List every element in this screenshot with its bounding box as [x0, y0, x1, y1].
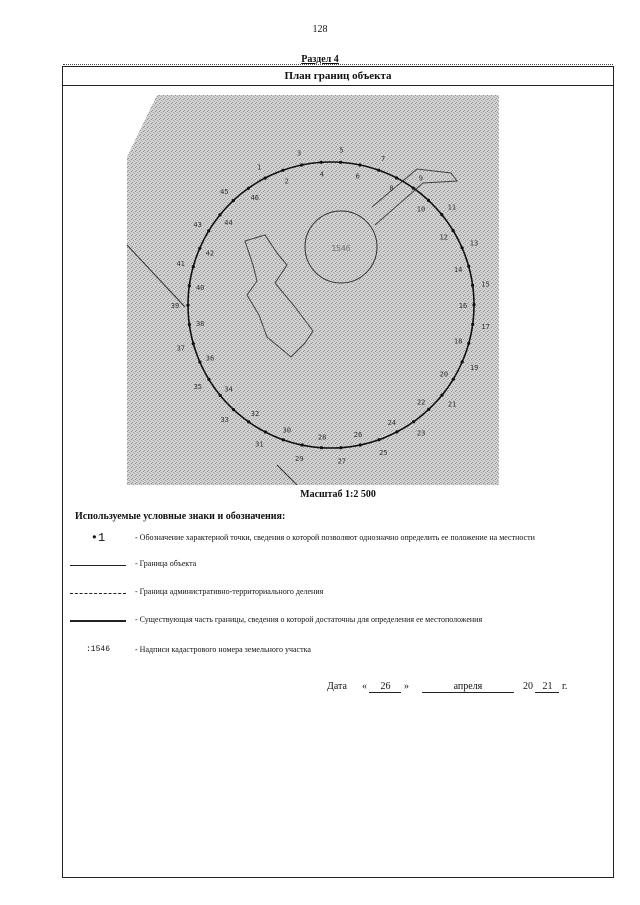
boundary-plan-frame — [62, 66, 614, 878]
boundary-point-label-3: 3 — [296, 149, 302, 158]
boundary-point-6 — [358, 163, 361, 166]
boundary-point-label-1: 1 — [256, 163, 262, 172]
boundary-point-label-19: 19 — [469, 364, 479, 372]
boundary-point-17 — [471, 323, 474, 326]
legend-text-admin-boundary: - Граница административно-территориального деления — [135, 587, 324, 596]
boundary-point-label-44: 44 — [224, 218, 233, 227]
boundary-point-28 — [320, 446, 323, 449]
boundary-point-26 — [359, 443, 362, 446]
boundary-point-label-45: 45 — [220, 188, 229, 197]
boundary-point-label-42: 42 — [205, 249, 215, 258]
cadastral-number-symbol: :1546 — [85, 645, 110, 654]
boundary-point-12 — [452, 229, 455, 232]
boundary-point-label-33: 33 — [220, 416, 229, 425]
boundary-point-21 — [440, 394, 443, 397]
boundary-point-label-2: 2 — [284, 177, 289, 186]
boundary-point-label-41: 41 — [176, 260, 185, 269]
boundary-point-34 — [219, 394, 222, 397]
date-line — [327, 681, 567, 693]
boundary-point-22 — [427, 408, 430, 411]
date-year-suffix: 21 — [535, 681, 559, 693]
boundary-point-4 — [320, 161, 323, 164]
boundary-point-11 — [440, 213, 443, 216]
boundary-point-9 — [412, 187, 415, 190]
boundary-map — [127, 95, 499, 485]
boundary-point-label-24: 24 — [387, 419, 397, 428]
boundary-point-10 — [427, 199, 430, 202]
boundary-point-label-10: 10 — [416, 205, 426, 214]
boundary-point-label-30: 30 — [282, 426, 292, 435]
boundary-point-label-38: 38 — [195, 320, 205, 329]
thick-line-symbol — [67, 615, 129, 625]
boundary-point-label-43: 43 — [193, 221, 202, 230]
boundary-point-37 — [192, 342, 195, 345]
boundary-point-label-25: 25 — [379, 448, 388, 457]
inner-parcel-label: 1546 — [331, 244, 351, 253]
boundary-point-24 — [395, 430, 398, 433]
boundary-point-label-22: 22 — [416, 398, 426, 407]
boundary-point-38 — [188, 323, 191, 326]
boundary-point-3 — [300, 163, 303, 166]
date-close-quote: » — [403, 681, 409, 692]
boundary-point-label-17: 17 — [481, 323, 490, 332]
boundary-point-32 — [247, 420, 250, 423]
legend-text-point: - Обозначение характерной точки, сведения о которой позволяют однозначно определить ее положение на местности — [135, 533, 535, 542]
boundary-point-label-12: 12 — [439, 233, 448, 242]
boundary-point-1 — [264, 177, 267, 180]
boundary-point-23 — [412, 420, 415, 423]
boundary-point-44 — [218, 213, 221, 216]
boundary-point-25 — [377, 438, 380, 441]
boundary-point-label-29: 29 — [295, 454, 304, 463]
boundary-point-35 — [207, 378, 210, 381]
boundary-point-label-40: 40 — [195, 284, 205, 293]
boundary-point-33 — [232, 408, 235, 411]
boundary-point-label-37: 37 — [176, 344, 186, 353]
boundary-point-2 — [281, 169, 284, 172]
boundary-point-label-6: 6 — [355, 172, 360, 181]
boundary-point-label-15: 15 — [481, 280, 490, 289]
boundary-point-41 — [192, 265, 195, 268]
legend-title: Используемые условные знаки и обозначения: — [75, 511, 286, 522]
boundary-point-39 — [186, 304, 189, 307]
date-day: 26 — [369, 681, 401, 693]
frame-title: План границ объекта — [63, 67, 613, 86]
characteristic-point-symbol: •1 — [90, 531, 106, 545]
boundary-point-label-36: 36 — [205, 354, 215, 363]
boundary-point-27 — [339, 446, 342, 449]
boundary-point-13 — [461, 246, 464, 249]
boundary-point-label-5: 5 — [339, 146, 344, 155]
boundary-point-7 — [377, 169, 380, 172]
boundary-point-label-18: 18 — [453, 337, 463, 346]
dashed-line-symbol — [67, 587, 129, 597]
boundary-point-45 — [232, 199, 235, 202]
boundary-point-16 — [472, 303, 475, 306]
boundary-point-20 — [452, 378, 455, 381]
boundary-point-label-20: 20 — [439, 370, 449, 379]
boundary-point-label-4: 4 — [319, 170, 324, 179]
boundary-point-label-28: 28 — [317, 433, 327, 442]
date-year-prefix: 20 — [522, 681, 533, 692]
boundary-point-36 — [198, 361, 201, 364]
boundary-point-label-46: 46 — [250, 194, 260, 203]
boundary-point-42 — [198, 247, 201, 250]
boundary-point-40 — [188, 284, 191, 287]
boundary-point-30 — [282, 438, 285, 441]
date-year-unit: г. — [561, 681, 568, 692]
boundary-point-label-26: 26 — [353, 431, 363, 440]
boundary-point-label-31: 31 — [255, 440, 264, 449]
solid-line-symbol — [67, 559, 129, 569]
date-month: апреля — [422, 681, 514, 693]
boundary-point-label-7: 7 — [380, 154, 386, 163]
boundary-point-label-21: 21 — [447, 400, 457, 409]
scale-label: Масштаб 1:2 500 — [300, 489, 376, 500]
boundary-point-43 — [207, 229, 210, 232]
boundary-point-29 — [301, 443, 304, 446]
boundary-point-14 — [467, 265, 470, 268]
legend-text-existing-part: - Существующая часть границы, сведения о которой достаточны для определения ее местоположения — [135, 615, 483, 624]
terrain-background — [127, 95, 499, 485]
boundary-point-label-16: 16 — [458, 301, 468, 310]
boundary-point-label-32: 32 — [250, 409, 260, 418]
boundary-point-8 — [395, 176, 398, 179]
boundary-point-18 — [467, 342, 470, 345]
boundary-point-label-27: 27 — [337, 457, 347, 466]
legend-text-object-boundary: - Граница объекта — [135, 559, 197, 568]
boundary-point-label-9: 9 — [418, 174, 423, 183]
boundary-point-46 — [247, 187, 250, 190]
boundary-point-5 — [339, 161, 342, 164]
top-dotted-line — [63, 64, 613, 65]
boundary-point-label-35: 35 — [193, 383, 203, 392]
section-title: Раздел 4 — [301, 54, 339, 65]
boundary-point-31 — [264, 430, 267, 433]
boundary-point-label-13: 13 — [469, 239, 479, 248]
boundary-point-label-23: 23 — [416, 429, 426, 438]
boundary-point-label-14: 14 — [453, 266, 463, 275]
boundary-point-label-34: 34 — [224, 385, 233, 394]
date-open-quote: « — [361, 681, 367, 692]
boundary-point-label-11: 11 — [447, 203, 457, 212]
legend-text-cadastral-label: - Надписи кадастрового номера земельного участка — [135, 645, 311, 654]
boundary-point-15 — [471, 284, 474, 287]
boundary-point-label-39: 39 — [170, 302, 180, 311]
page-number: 128 — [312, 24, 328, 35]
boundary-point-label-8: 8 — [389, 184, 394, 193]
date-label: Дата — [327, 681, 347, 692]
boundary-point-19 — [461, 360, 464, 363]
